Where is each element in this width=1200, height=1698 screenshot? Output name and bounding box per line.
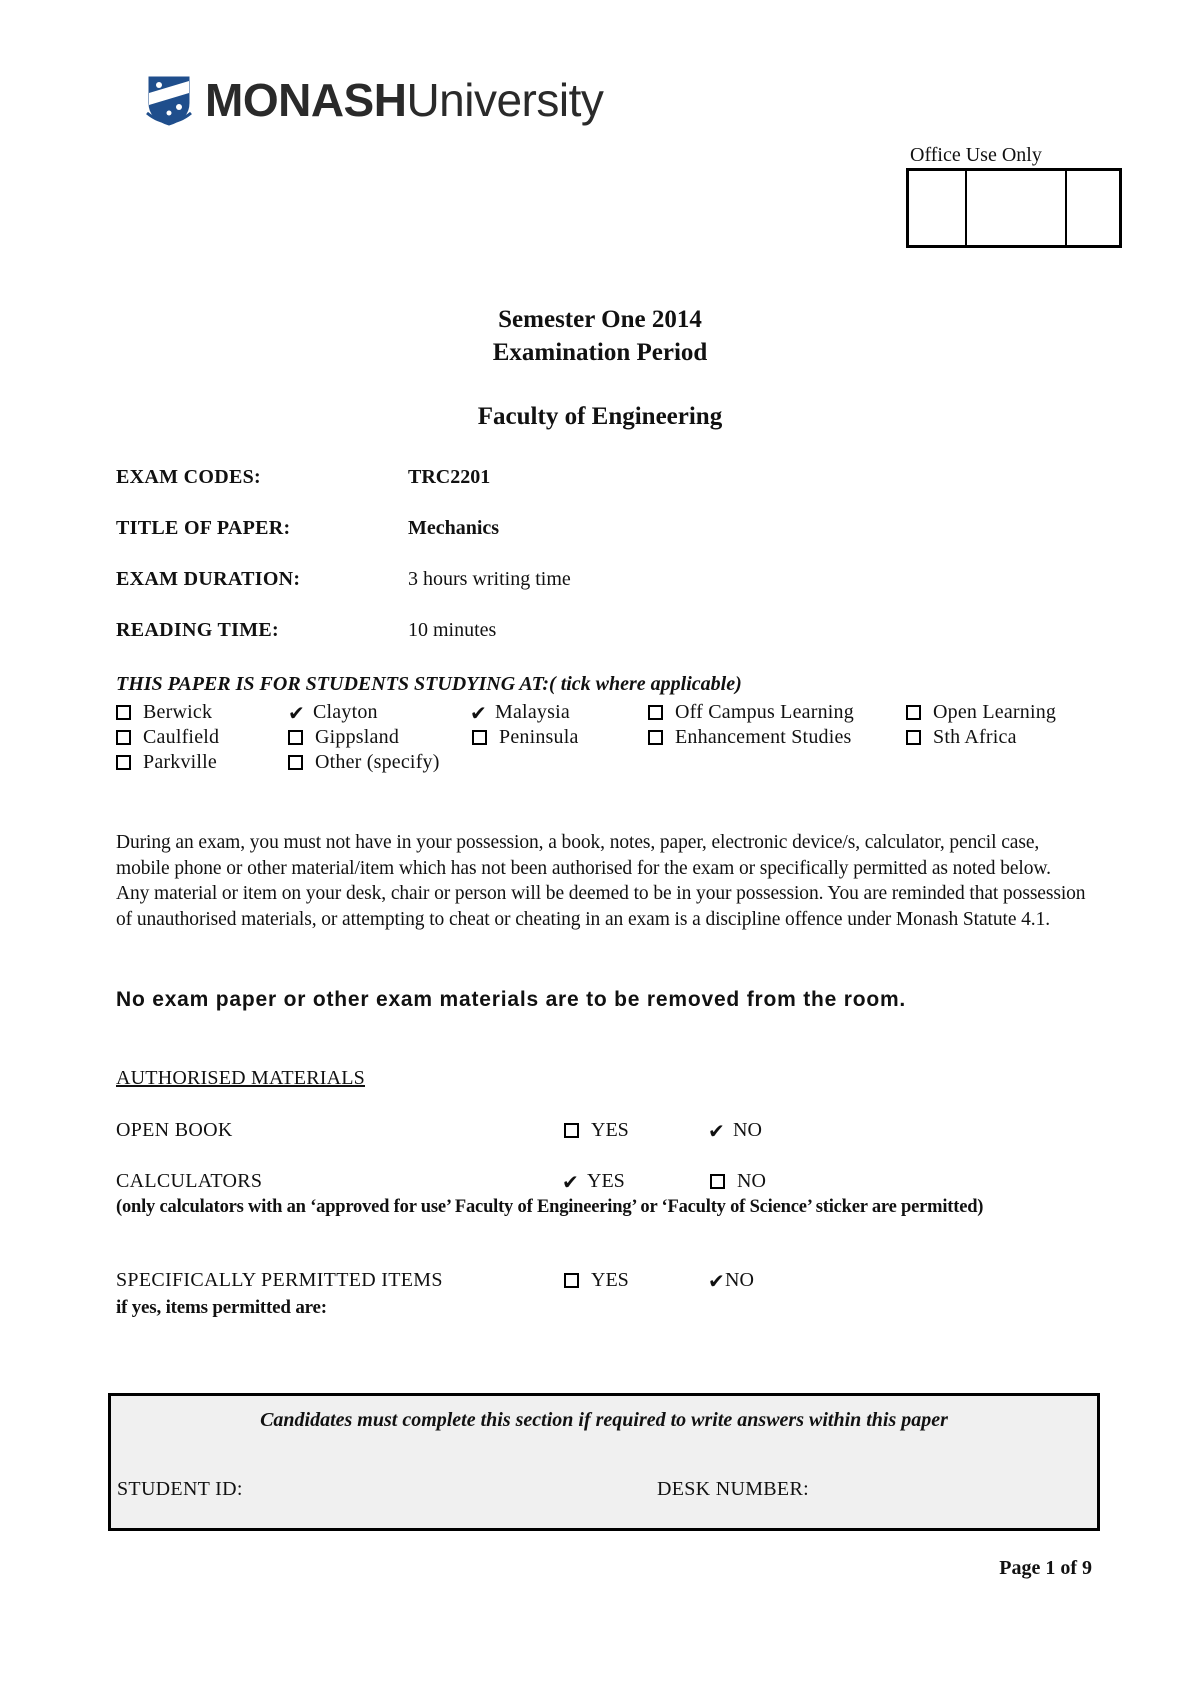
- page-number: Page 1 of 9: [999, 1557, 1092, 1579]
- removal-warning: No exam paper or other exam materials are to be removed from the room.: [116, 988, 907, 1011]
- studying-at-heading: THIS PAPER IS FOR STUDENTS STUDYING AT:( tick where applicable): [116, 673, 742, 695]
- calculators-no-option[interactable]: [710, 1170, 766, 1193]
- checkbox-icon[interactable]: [564, 1123, 579, 1138]
- checkbox-icon[interactable]: [710, 1174, 725, 1189]
- check-mark-icon[interactable]: ✔: [288, 700, 305, 725]
- office-use-cell[interactable]: [909, 171, 967, 245]
- semester-heading: Semester One 2014: [498, 306, 702, 333]
- yes-label: YES: [591, 1119, 629, 1141]
- campus-option[interactable]: [116, 701, 212, 724]
- checkbox-icon[interactable]: [116, 705, 131, 720]
- checkbox-icon[interactable]: [472, 730, 487, 745]
- no-label: NO: [733, 1119, 762, 1141]
- logo-light-text: University: [406, 74, 604, 126]
- office-use-cell[interactable]: [1067, 171, 1119, 245]
- calculators-yes-option[interactable]: [562, 1170, 625, 1193]
- calculators-note: (only calculators with an ‘approved for use’ Faculty of Engineering’ or ‘Faculty of Science’ sticker are permitted): [116, 1197, 984, 1217]
- open-book-yes-option[interactable]: [564, 1119, 629, 1142]
- monash-logo: [145, 70, 603, 130]
- logo-bold-text: MONASH: [205, 74, 407, 126]
- campus-option[interactable]: [470, 701, 570, 724]
- campus-label: Off Campus Learning: [675, 701, 854, 723]
- check-mark-icon[interactable]: ✔: [708, 1268, 725, 1293]
- checkbox-icon[interactable]: [288, 755, 303, 770]
- check-mark-icon[interactable]: ✔: [708, 1118, 725, 1143]
- check-mark-icon[interactable]: ✔: [470, 700, 487, 725]
- campus-label: Berwick: [143, 701, 213, 723]
- campus-option[interactable]: [906, 726, 1017, 749]
- permitted-items-no-option[interactable]: [708, 1269, 754, 1292]
- open-book-label: OPEN BOOK: [116, 1119, 233, 1141]
- campus-label: Open Learning: [933, 701, 1057, 723]
- campus-label: Sth Africa: [933, 726, 1017, 748]
- title-of-paper-value: Mechanics: [408, 517, 500, 539]
- open-book-no-option[interactable]: [708, 1119, 762, 1142]
- campus-option[interactable]: [648, 726, 852, 749]
- campus-option[interactable]: [906, 701, 1056, 724]
- campus-option[interactable]: [288, 751, 440, 774]
- campus-label: Other (specify): [315, 751, 440, 773]
- campus-label: Peninsula: [499, 726, 579, 748]
- campus-label: Caulfield: [143, 726, 220, 748]
- reading-time-label: READING TIME:: [116, 619, 279, 641]
- campus-label: Parkville: [143, 751, 218, 773]
- checkbox-icon[interactable]: [116, 730, 131, 745]
- campus-label: Gippsland: [315, 726, 400, 748]
- checkbox-icon[interactable]: [906, 730, 921, 745]
- yes-label: YES: [587, 1170, 625, 1192]
- reading-time-value: 10 minutes: [408, 619, 497, 641]
- authorised-materials-heading: AUTHORISED MATERIALS: [116, 1067, 365, 1089]
- office-use-box: [906, 168, 1122, 248]
- no-label: NO: [737, 1170, 766, 1192]
- no-label: NO: [725, 1269, 754, 1291]
- title-of-paper-label: TITLE OF PAPER:: [116, 517, 291, 539]
- exam-duration-value: 3 hours writing time: [408, 568, 571, 590]
- campus-option[interactable]: [288, 701, 378, 724]
- campus-label: Clayton: [313, 701, 378, 723]
- permitted-items-yes-option[interactable]: [564, 1269, 629, 1292]
- office-use-label: Office Use Only: [910, 144, 1042, 166]
- checkbox-icon[interactable]: [648, 730, 663, 745]
- permitted-items-label: SPECIFICALLY PERMITTED ITEMS: [116, 1269, 443, 1291]
- campus-option[interactable]: [648, 701, 854, 724]
- permitted-items-sub: if yes, items permitted are:: [116, 1297, 327, 1318]
- monash-crest-icon: [145, 73, 193, 127]
- campus-option[interactable]: [288, 726, 399, 749]
- faculty-heading: Faculty of Engineering: [477, 403, 723, 430]
- check-mark-icon[interactable]: ✔: [562, 1169, 579, 1194]
- yes-label: YES: [591, 1269, 629, 1291]
- campus-option[interactable]: [116, 726, 219, 749]
- checkbox-icon[interactable]: [648, 705, 663, 720]
- checkbox-icon[interactable]: [116, 755, 131, 770]
- office-use-cell[interactable]: [967, 171, 1067, 245]
- campus-option[interactable]: [116, 751, 217, 774]
- checkbox-icon[interactable]: [564, 1273, 579, 1288]
- exam-codes-label: EXAM CODES:: [116, 466, 261, 488]
- calculators-label: CALCULATORS: [116, 1170, 263, 1192]
- campus-option[interactable]: [472, 726, 579, 749]
- desk-number-field[interactable]: DESK NUMBER:: [657, 1478, 809, 1500]
- rules-paragraph: During an exam, you must not have in your possession, a book, notes, paper, electronic device/s, calculator, pencil case, mobile phone or other material/item which has not been authorised for the exam or specifically permitted as noted below. Any material or item on your desk, chair or person will be deemed to be in your possession. You are reminded that possession of unauthorised materials, or attempting to cheat or cheating in an exam is a discipline offence under Monash Statute 4.1.: [116, 832, 1086, 930]
- student-id-field[interactable]: STUDENT ID:: [117, 1478, 243, 1500]
- period-heading: Examination Period: [492, 339, 708, 366]
- exam-duration-label: EXAM DURATION:: [116, 568, 301, 590]
- checkbox-icon[interactable]: [288, 730, 303, 745]
- campus-label: Enhancement Studies: [675, 726, 852, 748]
- candidate-section-title: Candidates must complete this section if required to write answers within this paper: [260, 1409, 948, 1431]
- campus-label: Malaysia: [495, 701, 570, 723]
- checkbox-icon[interactable]: [906, 705, 921, 720]
- candidate-section: [108, 1393, 1100, 1531]
- exam-codes-value: TRC2201: [408, 466, 491, 488]
